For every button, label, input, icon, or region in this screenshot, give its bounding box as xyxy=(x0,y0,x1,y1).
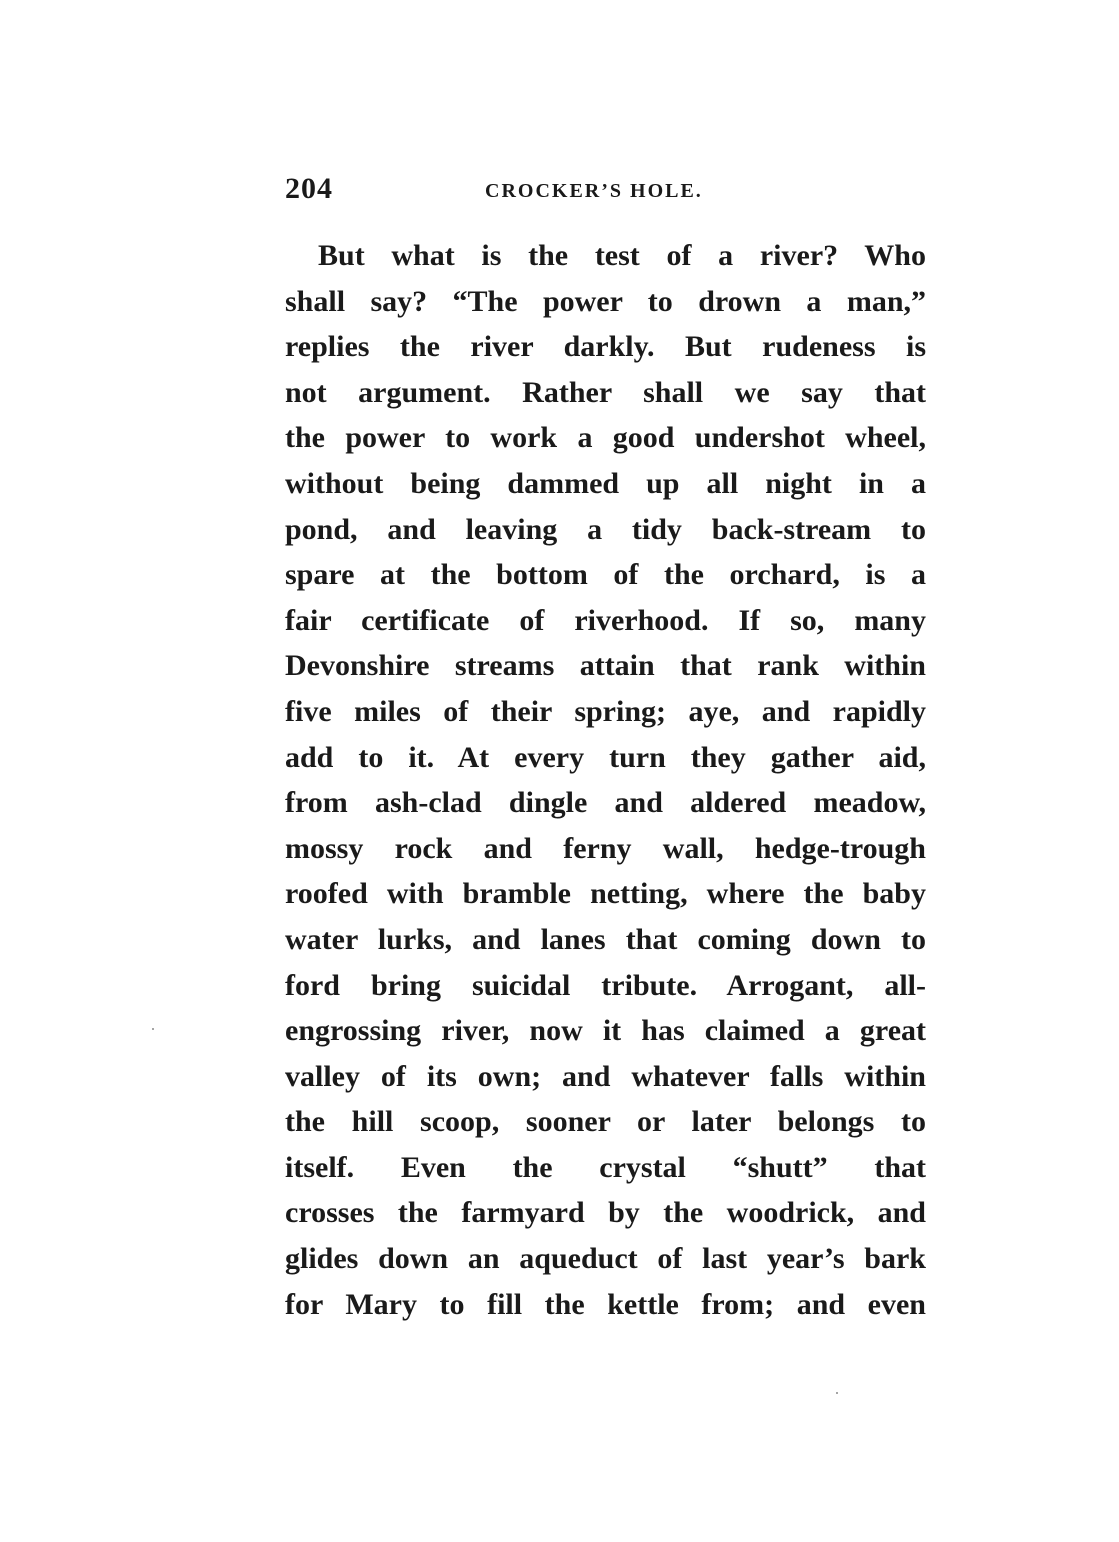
text-line: glides down an aqueduct of last year’s bark xyxy=(285,1242,926,1276)
text-line: ford bring suicidal tribute. Arrogant, all- xyxy=(285,968,926,1002)
text-line: five miles of their spring; aye, and rapidly xyxy=(285,694,926,728)
text-line: engrossing river, now it has claimed a great xyxy=(285,1014,926,1048)
paper-speck xyxy=(836,1392,838,1394)
text-line: the power to work a good undershot wheel, xyxy=(285,421,926,455)
text-line: roofed with bramble netting, where the baby xyxy=(285,877,926,911)
text-line: mossy rock and ferny wall, hedge-trough xyxy=(285,831,926,865)
text-line: the hill scoop, sooner or later belongs to xyxy=(285,1105,926,1139)
text-line: from ash-clad dingle and aldered meadow, xyxy=(285,786,926,820)
body-text xyxy=(285,233,926,1327)
text-line: replies the river darkly. But rudeness is xyxy=(285,330,926,364)
paper-speck xyxy=(152,1028,154,1030)
text-line: pond, and leaving a tidy back-stream to xyxy=(285,512,926,546)
text-line: add to it. At every turn they gather aid, xyxy=(285,740,926,774)
text-line: itself. Even the crystal “shutt” that xyxy=(285,1150,926,1184)
text-line: shall say? “The power to drown a man,” xyxy=(285,284,926,318)
page-header xyxy=(285,172,745,212)
text-line: water lurks, and lanes that coming down to xyxy=(285,922,926,956)
text-line: crosses the farmyard by the woodrick, and xyxy=(285,1196,926,1230)
text-line: spare at the bottom of the orchard, is a xyxy=(285,558,926,592)
text-line: fair certificate of riverhood. If so, many xyxy=(285,603,926,637)
page-number: 204 xyxy=(285,172,333,205)
text-line: Devonshire streams attain that rank within xyxy=(285,649,926,683)
text-line: not argument. Rather shall we say that xyxy=(285,375,926,409)
running-title: CROCKER’S HOLE. xyxy=(485,180,703,202)
text-line: But what is the test of a river? Who xyxy=(318,239,926,272)
text-line: for Mary to fill the kettle from; and even xyxy=(285,1287,926,1321)
text-line: without being dammed up all night in a xyxy=(285,466,926,500)
text-line: valley of its own; and whatever falls within xyxy=(285,1059,926,1093)
